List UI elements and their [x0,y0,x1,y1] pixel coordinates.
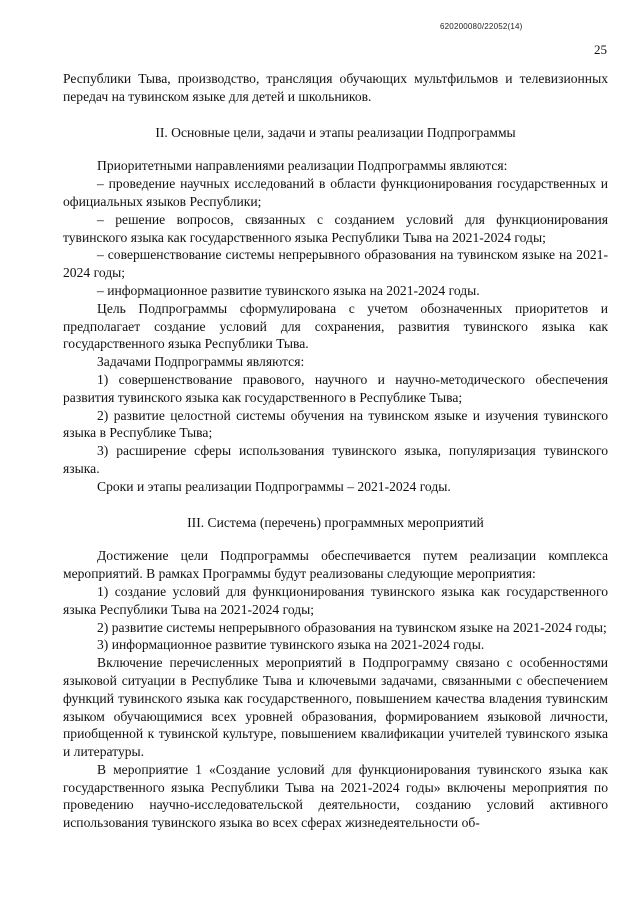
task-item: 2) развитие целостной системы обучения на тувинском языке и изучения тувинского языка в Республике Тыва; [63,407,608,441]
document-body [63,70,608,832]
measure-item: 3) информационное развитие тувинского языка на 2021-2024 годы. [97,637,485,653]
paragraph-continued: Республики Тыва, производство, трансляция обучающих мультфильмов и телевизионных передач на тувинском языке для детей и школьников. [63,71,608,104]
measure-item: 2) развитие системы непрерывного образования на тувинском языке на 2021-2024 годы; [97,619,607,635]
measures-lead: Достижение цели Подпрограммы обеспечивается путем реализации комплекса мероприятий. В рамках Программы будут реализованы следующие мероприятия: [63,548,608,582]
page-number: 25 [594,42,607,57]
task-item: 1) совершенствование правового, научного и научно-методического обеспечения развития тувинского языка как государственного в Республике Тыва; [63,371,608,405]
measure-item: 1) создание условий для функционирования тувинского языка как государственного языка Республики Тыва на 2021-2024 годы; [63,583,608,617]
direction-item: – решение вопросов, связанных с созданием условий для функционирования тувинского языка как государственного языка Республики Тыва на 2021-2024 годы; [63,211,608,245]
section-heading-3: III. Система (перечень) программных мероприятий [187,514,484,530]
document-id: 620200080/22052(14) [440,22,523,31]
terms-paragraph: Сроки и этапы реализации Подпрограммы – 2021-2024 годы. [97,478,451,494]
tasks-lead: Задачами Подпрограммы являются: [97,354,305,370]
task-item: 3) расширение сферы использования тувинского языка, популяризация тувинского языка. [63,443,608,476]
direction-item: – информационное развитие тувинского языка на 2021-2024 годы. [97,282,480,298]
section-heading-2: II. Основные цели, задачи и этапы реализации Подпрограммы [155,124,516,140]
priorities-lead: Приоритетными направлениями реализации Подпрограммы являются: [97,158,508,174]
inclusion-paragraph: Включение перечисленных мероприятий в Подпрограмму связано с особенностями языковой ситуации в Республике Тыва и ключевыми задачами, связанными с обеспечением функций тувинского языка как государственного, повышением качества владения тувинским языком обучающимися всех уровней образования, формированием языковой личности, приобщенной к тувинской культуре, повышением квалификации учителей тувинского языка и литературы. [63,655,608,760]
goal-paragraph: Цель Подпрограммы сформулирована с учетом обозначенных приоритетов и предполагает создание условий для сохранения, развития тувинского языка как государственного языка Республики Тыва. [63,300,608,352]
measure1-paragraph: В мероприятие 1 «Создание условий для функционирования тувинского языка как государственного языка Республики Тыва на 2021-2024 годы» включены мероприятия по проведению научно-исследовательской деятельности, созданию условий активного использования тувинского языка во всех сферах жизнедеятельности об- [63,761,608,831]
direction-item: – совершенствование системы непрерывного образования на тувинском языке на 2021-2024 годы; [63,247,608,281]
direction-item: – проведение научных исследований в области функционирования государственных и официальных языков Республики; [63,176,608,209]
